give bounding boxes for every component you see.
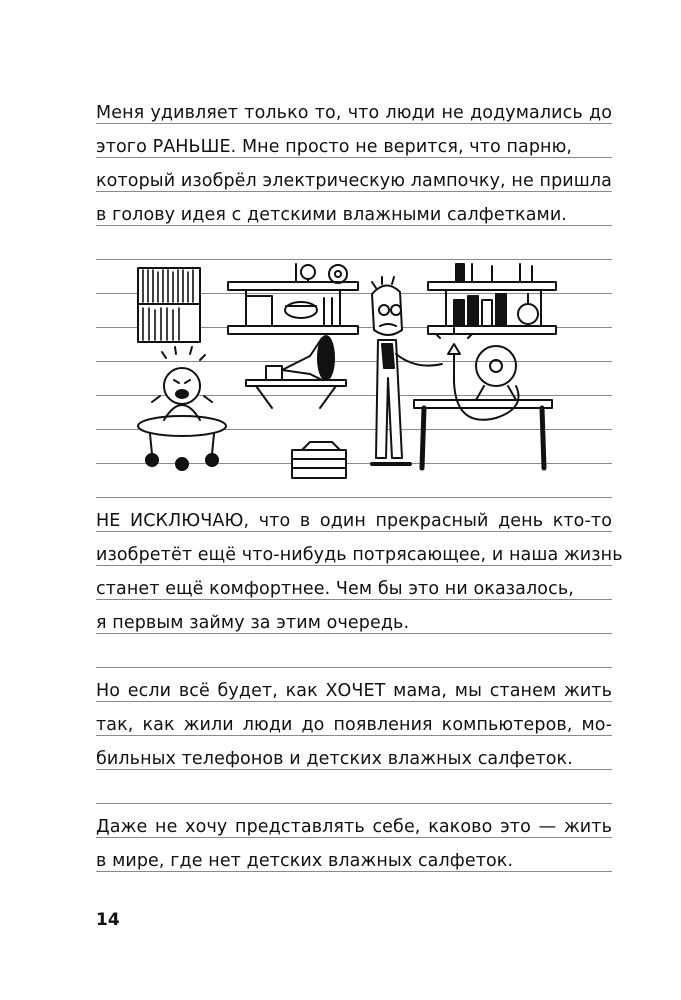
text-line: я первым займу за этим очередь. bbox=[96, 613, 410, 633]
ruled-line bbox=[96, 803, 612, 804]
ruled-line bbox=[96, 191, 612, 192]
ruled-line bbox=[96, 633, 612, 634]
bookshelf bbox=[138, 268, 200, 342]
text-line: Даже не хочу представлять себе, каково это — жить bbox=[96, 817, 612, 837]
ruled-line bbox=[96, 531, 612, 532]
ruled-line bbox=[96, 769, 612, 770]
workbench bbox=[414, 328, 552, 468]
right-shelves bbox=[428, 264, 556, 334]
page-number: 14 bbox=[96, 910, 120, 930]
middle-shelves bbox=[228, 264, 358, 334]
inventor-man bbox=[372, 277, 442, 464]
text-line: НЕ ИСКЛЮЧАЮ, что в один прекрасный день кто-то bbox=[96, 511, 612, 531]
wooden-crate bbox=[292, 442, 346, 478]
illustration-inventor-scene bbox=[96, 258, 612, 498]
text-line: так, как жили люди до появления компьютеров, мо- bbox=[96, 715, 612, 735]
text-line: в голову идея с детскими влажными салфетками. bbox=[96, 205, 567, 225]
gramophone bbox=[246, 336, 346, 408]
crying-baby bbox=[138, 347, 226, 470]
ruled-line bbox=[96, 565, 612, 566]
text-line: изобретёт ещё что-нибудь потрясающее, и наша жизнь bbox=[96, 545, 623, 565]
ruled-line bbox=[96, 667, 612, 668]
text-line: станет ещё комфортнее. Чем бы это ни оказалось, bbox=[96, 579, 574, 599]
ruled-line bbox=[96, 871, 612, 872]
ruled-line bbox=[96, 735, 612, 736]
text-line: этого РАНЬШЕ. Мне просто не верится, что парню, bbox=[96, 137, 573, 157]
text-line: Но если всё будет, как ХОЧЕТ мама, мы станем жить bbox=[96, 681, 612, 701]
ruled-line bbox=[96, 599, 612, 600]
text-line: который изобрёл электрическую лампочку, не пришла bbox=[96, 171, 612, 191]
ruled-line bbox=[96, 157, 612, 158]
text-line: бильных телефонов и детских влажных салфеток. bbox=[96, 749, 573, 769]
ruled-line bbox=[96, 123, 612, 124]
text-line: Меня удивляет только то, что люди не додумались до bbox=[96, 103, 612, 123]
text-line: в мире, где нет детских влажных салфеток. bbox=[96, 851, 514, 871]
ruled-line bbox=[96, 225, 612, 226]
ruled-line bbox=[96, 701, 612, 702]
ruled-line bbox=[96, 837, 612, 838]
